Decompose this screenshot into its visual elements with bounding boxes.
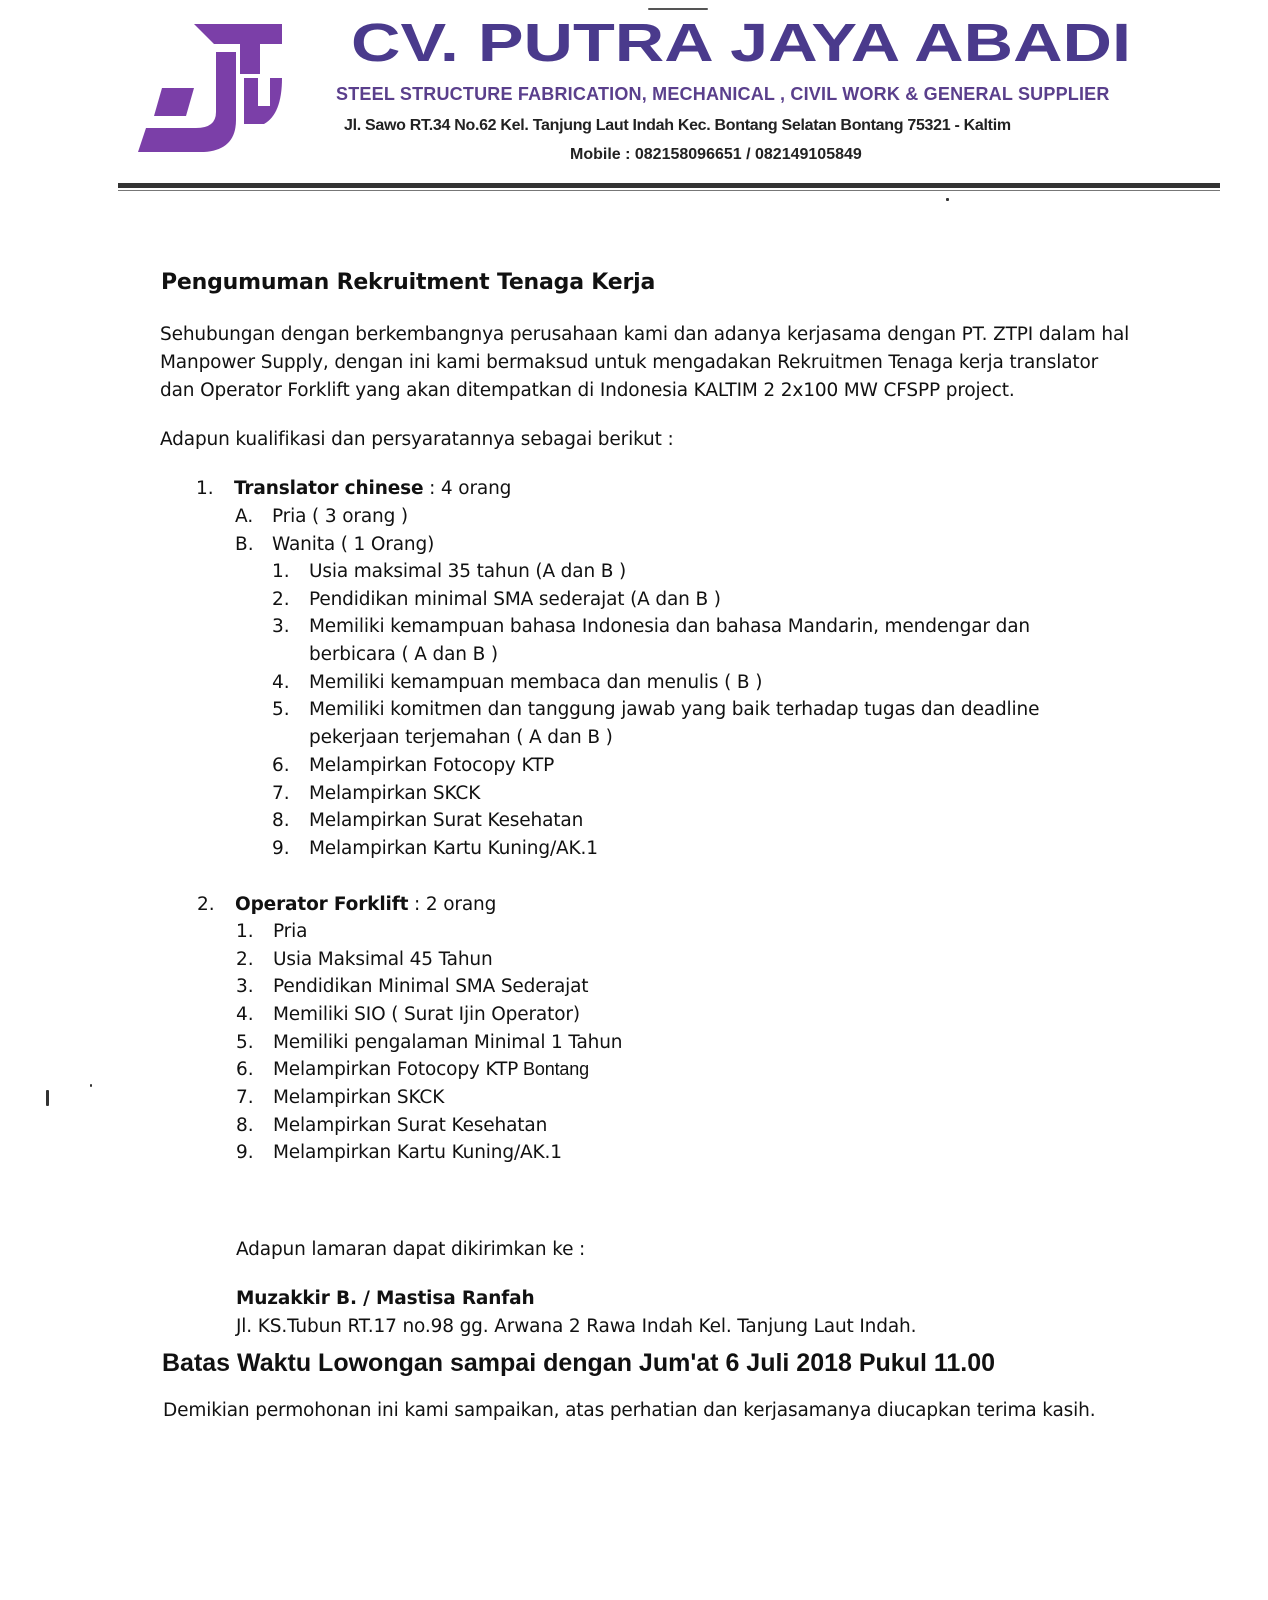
requirement-text: Melampirkan Kartu Kuning/AK.1 — [309, 838, 598, 859]
position-name: Translator chinese — [234, 478, 424, 499]
company-address: Jl. Sawo RT.34 No.62 Kel. Tanjung Laut Indah Kec. Bontang Selatan Bontang 75321 - Kaltim — [344, 117, 1011, 134]
requirement-text: Memiliki kemampuan membaca dan menulis ( B ) — [309, 672, 763, 693]
requirement-number: 6. — [236, 1059, 254, 1080]
position-number: 1. — [196, 478, 214, 499]
subgroup-text: Wanita ( 1 Orang) — [272, 534, 435, 555]
subgroup-text: Pria ( 3 orang ) — [272, 506, 408, 527]
position-heading — [234, 478, 511, 499]
requirement-number: 8. — [272, 810, 290, 831]
requirement-number: 9. — [236, 1142, 254, 1163]
requirement-text — [273, 1059, 589, 1080]
requirement-text: Melampirkan Kartu Kuning/AK.1 — [273, 1142, 562, 1163]
subgroup-letter: A. — [235, 506, 254, 527]
requirement-number: 5. — [236, 1032, 254, 1053]
application-address: Jl. KS.Tubun RT.17 no.98 gg. Arwana 2 Rawa Indah Kel. Tanjung Laut Indah. — [236, 1316, 917, 1337]
requirement-number: 4. — [272, 672, 290, 693]
requirement-text: Melampirkan SKCK — [309, 783, 481, 804]
scan-speck — [946, 198, 949, 201]
letterhead-divider — [118, 183, 1220, 188]
application-intro: Adapun lamaran dapat dikirimkan ke : — [236, 1239, 586, 1260]
requirement-text-continued: berbicara ( A dan B ) — [309, 644, 498, 665]
application-recipient: Muzakkir B. / Mastisa Ranfah — [236, 1288, 535, 1309]
requirement-text: Memiliki pengalaman Minimal 1 Tahun — [273, 1032, 623, 1053]
requirement-number: 7. — [272, 783, 290, 804]
requirement-number: 2. — [236, 949, 254, 970]
requirement-text-continued: pekerjaan terjemahan ( A dan B ) — [309, 727, 613, 748]
letterhead-divider-thin — [118, 190, 1220, 191]
requirement-number: 9. — [272, 838, 290, 859]
requirement-text: Melampirkan SKCK — [273, 1087, 445, 1108]
requirement-text: Pria — [273, 921, 308, 942]
position-count: : 2 orang — [408, 894, 497, 915]
intro-line: Manpower Supply, dengan ini kami bermaksud untuk mengadakan Rekruitmen Tenaga kerja translator — [160, 352, 1099, 373]
requirement-text: Memiliki kemampuan bahasa Indonesia dan bahasa Mandarin, mendengar dan — [309, 616, 1030, 637]
scan-speck — [90, 1084, 92, 1087]
intro-line: Sehubungan dengan berkembangnya perusahaan kami dan adanya kerjasama dengan PT. ZTPI dalam hal — [160, 324, 1130, 345]
position-count: : 4 orang — [423, 478, 512, 499]
requirement-number: 1. — [272, 561, 290, 582]
requirement-text: Memiliki komitmen dan tanggung jawab yang baik terhadap tugas dan deadline — [309, 699, 1040, 720]
requirement-text: Usia maksimal 35 tahun (A dan B ) — [309, 561, 627, 582]
requirement-text: Melampirkan Fotocopy KTP — [309, 755, 555, 776]
requirement-text: Memiliki SIO ( Surat Ijin Operator) — [273, 1004, 580, 1025]
requirement-text: Pendidikan Minimal SMA Sederajat — [273, 976, 589, 997]
requirement-number: 2. — [272, 589, 290, 610]
requirement-number: 1. — [236, 921, 254, 942]
requirement-number: 3. — [236, 976, 254, 997]
company-mobile: Mobile : 082158096651 / 082149105849 — [570, 146, 862, 163]
position-heading — [235, 894, 496, 915]
application-deadline: Batas Waktu Lowongan sampai dengan Jum'at 6 Juli 2018 Pukul 11.00 — [162, 1349, 996, 1377]
closing-text: Demikian permohonan ini kami sampaikan, atas perhatian dan kerjasamanya diucapkan terima kasih. — [163, 1400, 1096, 1421]
requirement-number: 8. — [236, 1115, 254, 1136]
position-number: 2. — [197, 894, 215, 915]
requirement-number: 4. — [236, 1004, 254, 1025]
requirement-main-text: Melampirkan Fotocopy KTP — [273, 1059, 519, 1080]
company-tagline: STEEL STRUCTURE FABRICATION, MECHANICAL , CIVIL WORK & GENERAL SUPPLIER — [336, 84, 1110, 104]
scan-speck — [648, 8, 708, 10]
scan-speck — [46, 1090, 49, 1106]
requirement-text: Usia Maksimal 45 Tahun — [273, 949, 493, 970]
requirement-text: Pendidikan minimal SMA sederajat (A dan B ) — [309, 589, 721, 610]
requirement-text: Melampirkan Surat Kesehatan — [309, 810, 584, 831]
subgroup-letter: B. — [235, 534, 254, 555]
requirement-number: 7. — [236, 1087, 254, 1108]
position-name: Operator Forklift — [235, 894, 409, 915]
requirement-number: 5. — [272, 699, 290, 720]
intro-line: dan Operator Forklift yang akan ditempatkan di Indonesia KALTIM 2 2x100 MW CFSPP project. — [160, 380, 1015, 401]
requirement-number: 3. — [272, 616, 290, 637]
document-title: Pengumuman Rekruitment Tenaga Kerja — [161, 270, 656, 295]
requirement-extra-text: Bontang — [518, 1059, 590, 1079]
company-name-wordmark — [346, 14, 1136, 70]
company-logo-icon — [132, 16, 292, 166]
company-name: CV. PUTRA JAYA ABADI — [351, 14, 1131, 70]
requirement-number: 6. — [272, 755, 290, 776]
qualifications-intro: Adapun kualifikasi dan persyaratannya sebagai berikut : — [160, 429, 674, 450]
requirement-text: Melampirkan Surat Kesehatan — [273, 1115, 548, 1136]
